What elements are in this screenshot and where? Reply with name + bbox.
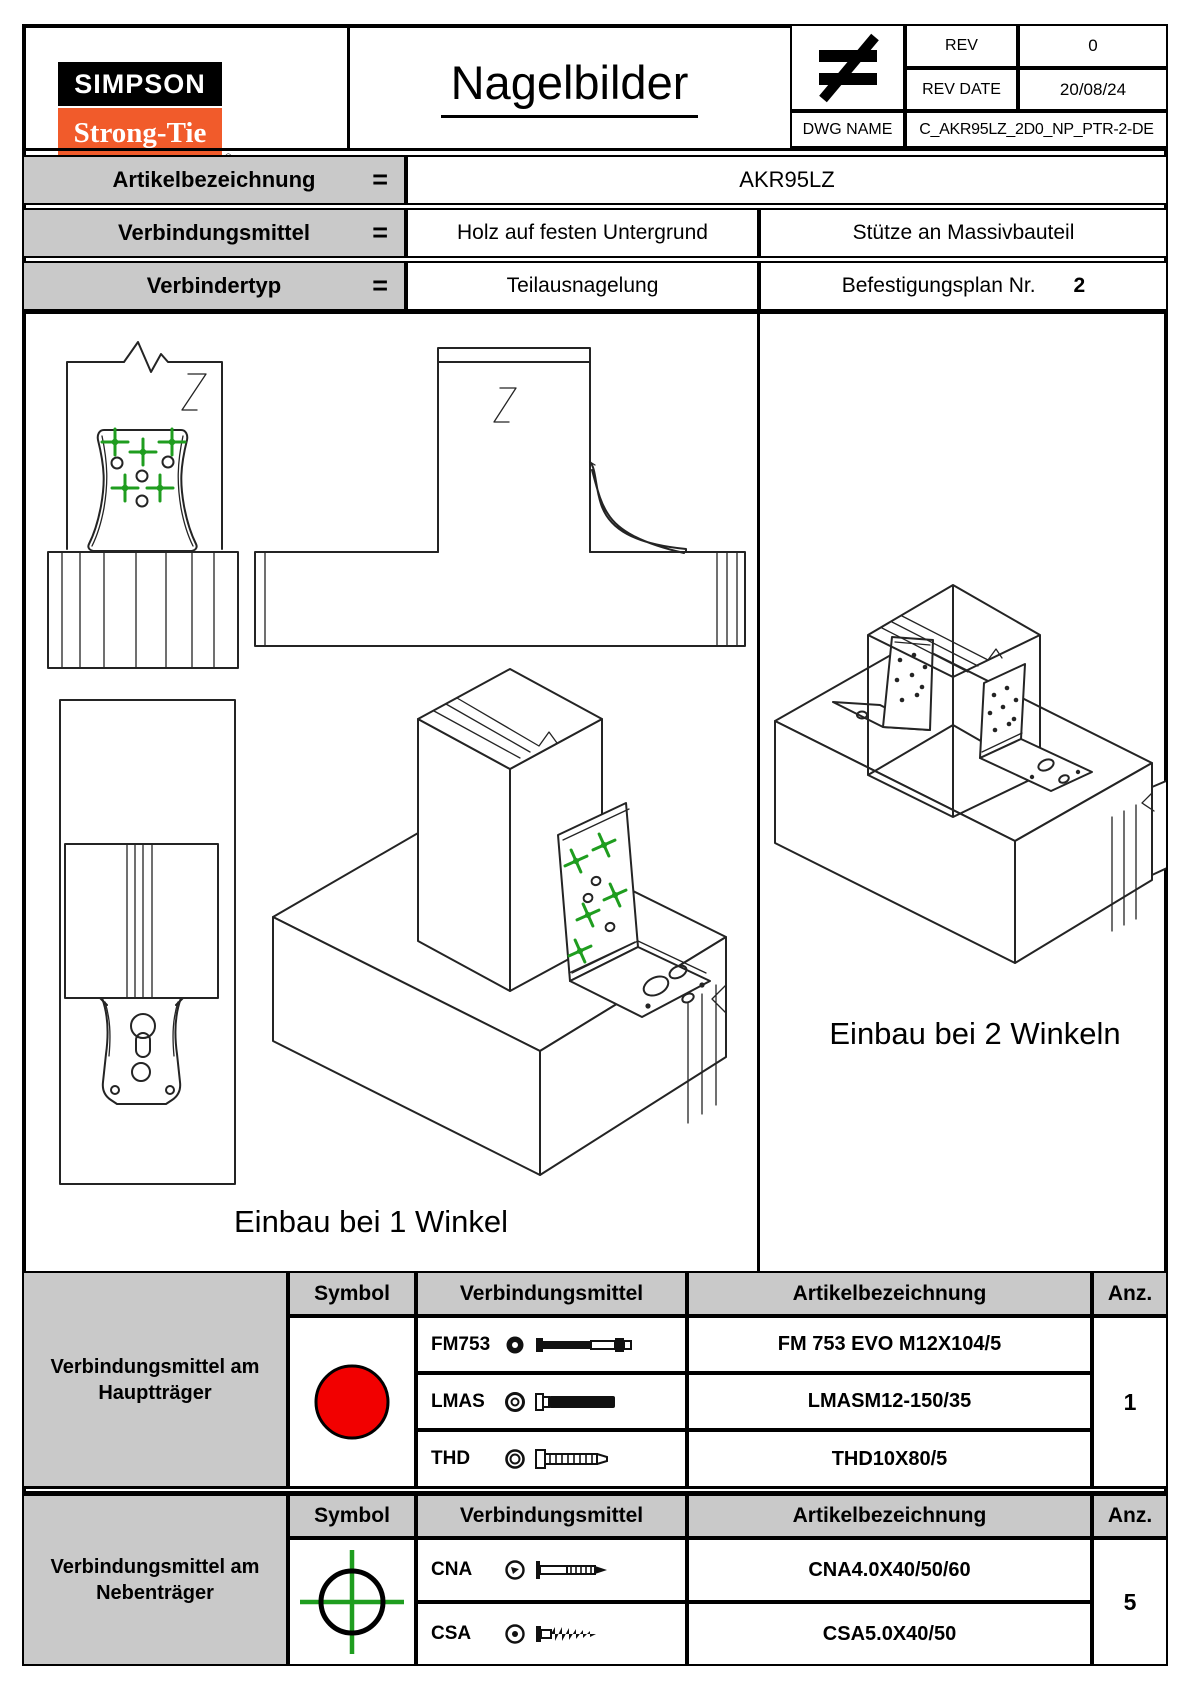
t2-row-csa-artikel: CSA5.0X40/50: [687, 1602, 1092, 1666]
t1-row-fm753-vm: [416, 1316, 687, 1373]
equals-sign: =: [372, 217, 388, 248]
fastener-code: FM753: [431, 1333, 491, 1355]
not-equal-projection-icon: [805, 31, 891, 105]
iso-two-winkeln-drawing: [762, 525, 1166, 1010]
t1-symbol-header: Symbol: [288, 1271, 416, 1316]
t2-vm-header: Verbindungsmittel: [416, 1494, 687, 1538]
page-title-wrap: [349, 24, 790, 148]
wood-screw-icon: [535, 1621, 639, 1647]
equals-sign: =: [372, 270, 388, 301]
vm-value-left-cell: [406, 208, 759, 258]
ring-wedge-icon: [504, 1559, 526, 1581]
rev-date-value: 20/08/24: [1059, 79, 1127, 99]
fastener-code: LMAS: [431, 1390, 485, 1412]
t2-anz-cell: 5: [1092, 1538, 1168, 1666]
ring-shank-nail-icon: [535, 1557, 639, 1583]
concrete-bolt-icon: [535, 1332, 639, 1358]
drawing-area-divider: [757, 311, 760, 1271]
black-ring-dot-icon: [504, 1334, 526, 1356]
artikelbezeichnung-value: AKR95LZ: [739, 167, 835, 192]
rev-date-label-cell: [905, 68, 1018, 111]
befestigungsplan-label: Befestigungsplan Nr.: [841, 274, 1036, 297]
dwg-name-label-cell: [790, 111, 905, 148]
befestigungsplan-number: 2: [1073, 274, 1086, 297]
info-row-vm-label: [22, 208, 406, 258]
logo-strongtie-text: Strong-Tie: [73, 116, 207, 149]
hex-head-anchor-icon: [535, 1389, 639, 1415]
caption-einbau-2-winkeln: Einbau bei 2 Winkeln: [829, 1016, 1121, 1051]
vm-value-right: Stütze an Massivbauteil: [852, 221, 1075, 244]
rev-label-cell: [905, 24, 1018, 68]
t2-symbol-header: Symbol: [288, 1494, 416, 1538]
rev-value: 0: [1088, 36, 1098, 55]
t2-symbol-cell: [288, 1538, 416, 1666]
t1-row-lmas-vm: [416, 1373, 687, 1430]
t1-symbol-cell: [288, 1316, 416, 1488]
t1-anz-cell: 1: [1092, 1316, 1168, 1488]
green-crosshair-circle-icon: [294, 1544, 410, 1660]
t2-anz-header: Anz.: [1092, 1494, 1168, 1538]
side-view-drawing: [238, 316, 757, 656]
t2-row-label: Verbindungsmittel am Nebenträger: [22, 1494, 288, 1666]
fastener-code: THD: [431, 1448, 471, 1469]
verbindungsmittel-label: Verbindungsmittel: [118, 220, 310, 245]
dwg-name-value-cell: [905, 111, 1168, 148]
typ-value-cell: [406, 261, 759, 311]
artikelbezeichnung-label: Artikelbezeichnung: [112, 167, 316, 192]
logo-simpson-text: SIMPSON: [74, 68, 206, 99]
double-ring-icon: [504, 1448, 526, 1470]
typ-value: Teilausnagelung: [506, 274, 659, 297]
t2-row-csa-vm: [416, 1602, 687, 1666]
info-row-artikel-label: [22, 155, 406, 205]
front-view-drawing: [40, 316, 260, 676]
rev-date-value-cell: [1018, 68, 1168, 111]
t1-row-thd-vm: [416, 1430, 687, 1488]
info-row-typ-label: [22, 261, 406, 311]
logo: [22, 24, 349, 148]
rev-label: REV: [945, 37, 978, 54]
page-title: Nagelbilder: [441, 55, 699, 118]
t1-row-thd-artikel: THD10X80/5: [687, 1430, 1092, 1488]
projection-symbol-cell: [790, 24, 905, 111]
dwg-name-label: DWG NAME: [802, 120, 893, 138]
t1-row-fm753-artikel: FM 753 EVO M12X104/5: [687, 1316, 1092, 1373]
fastener-code: CSA: [431, 1623, 472, 1644]
iso-one-winkel-drawing: [258, 655, 756, 1200]
rev-value-cell: [1018, 24, 1168, 68]
double-ring-icon: [504, 1391, 526, 1413]
ring-dot-icon: [504, 1623, 526, 1645]
caption-einbau-1-winkel: Einbau bei 1 Winkel: [234, 1204, 508, 1239]
red-filled-circle-icon: [307, 1357, 397, 1447]
t1-artikel-header: Artikelbezeichnung: [687, 1271, 1092, 1316]
equals-sign: =: [372, 164, 388, 195]
t1-row-lmas-artikel: LMASM12-150/35: [687, 1373, 1092, 1430]
t2-row-cna-vm: [416, 1538, 687, 1602]
befestigungsplan-cell: [759, 261, 1168, 311]
dwg-name-value: C_AKR95LZ_2D0_NP_PTR-2-DE: [919, 120, 1154, 138]
t2-row-cna-artikel: CNA4.0X40/50/60: [687, 1538, 1092, 1602]
vm-value-right-cell: [759, 208, 1168, 258]
rev-date-label: REV DATE: [922, 80, 1001, 98]
plan-view-drawing: [45, 692, 240, 1192]
artikelbezeichnung-value-cell: [406, 155, 1168, 205]
t1-vm-header: Verbindungsmittel: [416, 1271, 687, 1316]
vm-value-left: Holz auf festen Untergrund: [457, 221, 708, 244]
t2-artikel-header: Artikelbezeichnung: [687, 1494, 1092, 1538]
logo-simpson: [58, 62, 222, 106]
threaded-anchor-icon: [535, 1446, 639, 1472]
t1-anz-header: Anz.: [1092, 1271, 1168, 1316]
fastener-code: CNA: [431, 1559, 473, 1580]
t1-row-label: Verbindungsmittel am Hauptträger: [22, 1271, 288, 1488]
verbindertyp-label: Verbindertyp: [146, 273, 282, 298]
